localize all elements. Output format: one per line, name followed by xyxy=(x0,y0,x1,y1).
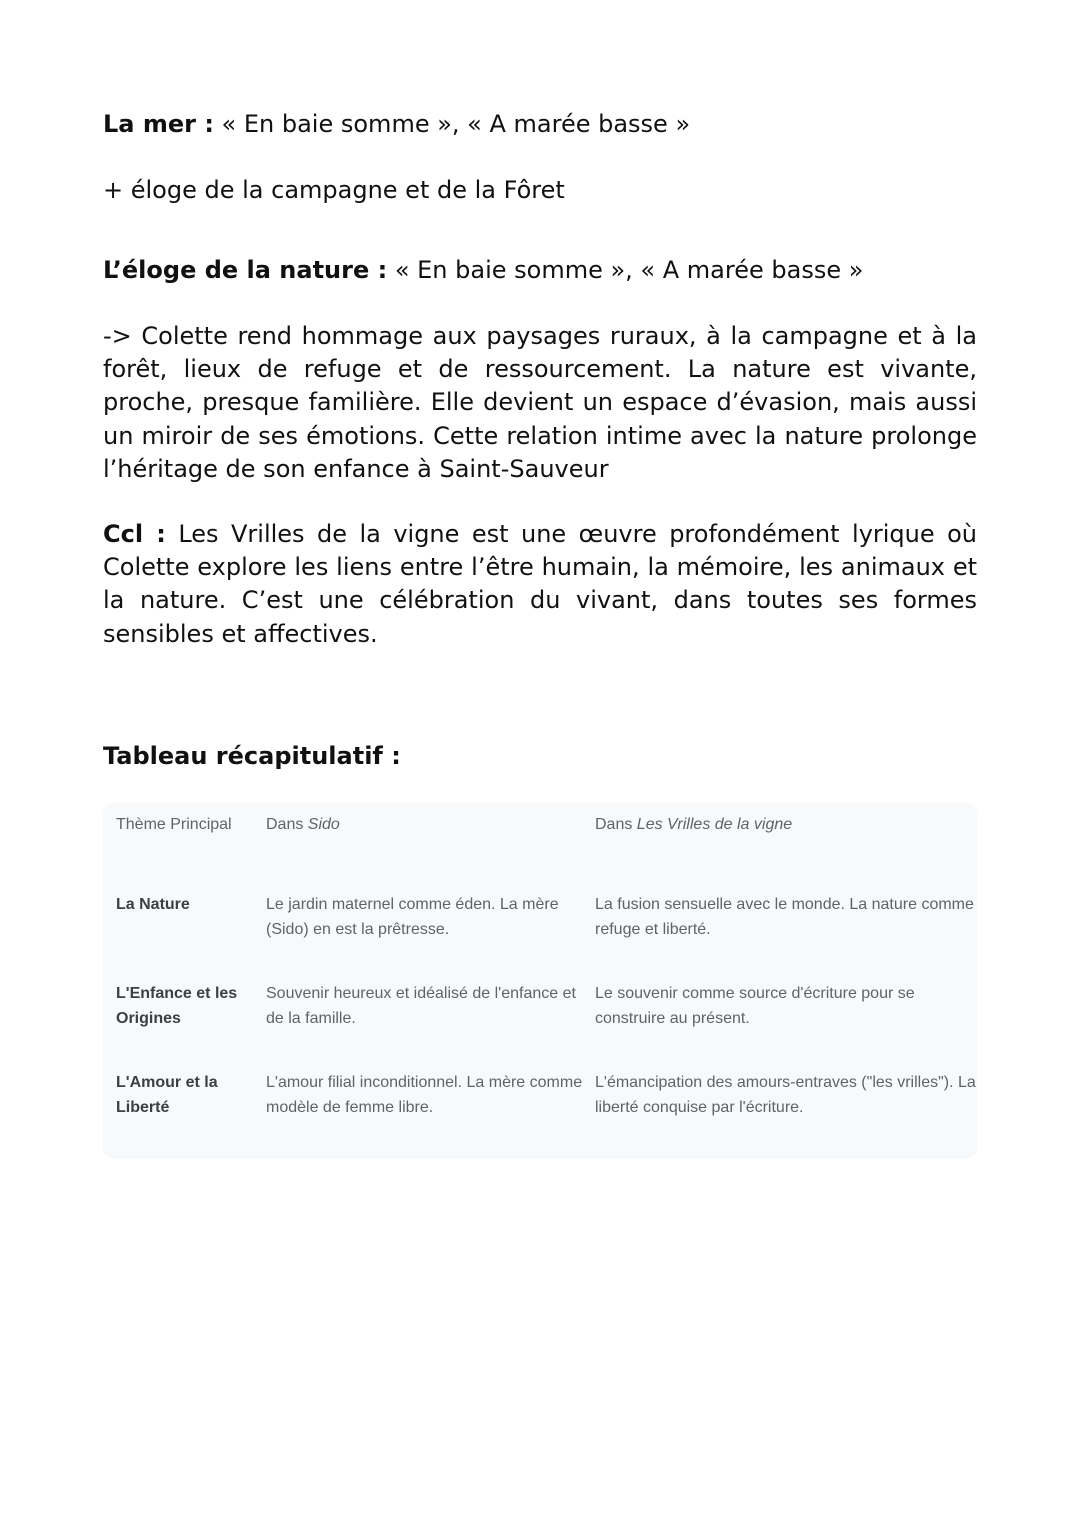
row-vrilles-cell: Le souvenir comme source d'écriture pour se construire au présent. xyxy=(595,985,915,1027)
table-title: Tableau récapitulatif : xyxy=(103,742,401,770)
conclusion-text: Les Vrilles de la vigne est une œuvre profondément lyrique où Colette explore les liens entre l’être humain, la mémoire, les animaux et la nature. C’est une célébration du vivant, dans toutes ses formes sensibles et affectives. xyxy=(103,520,977,648)
conclusion-label: Ccl : xyxy=(103,520,166,548)
row-theme-cell: La Nature xyxy=(116,896,190,913)
row-vrilles-cell: L'émancipation des amours-entraves ("les vrilles"). La liberté conquise par l'écriture. xyxy=(595,1074,976,1116)
eloge-campagne-line: + éloge de la campagne et de la Fôret xyxy=(103,176,565,204)
table-row xyxy=(103,892,977,981)
row-theme-cell: L'Enfance et les Origines xyxy=(116,985,238,1027)
row-sido-cell: Le jardin maternel comme éden. La mère (Sido) en est la prêtresse. xyxy=(266,896,559,938)
header-vrilles-prefix: Dans xyxy=(595,816,637,833)
header-vrilles xyxy=(595,803,977,892)
header-theme-label: Thème Principal xyxy=(116,816,232,833)
row-sido-cell: Souvenir heureux et idéalisé de l'enfance et de la famille. xyxy=(266,985,576,1027)
la-mer-label: La mer : xyxy=(103,110,214,138)
eloge-nature-line xyxy=(103,254,863,287)
summary-table xyxy=(103,803,977,1159)
row-sido-cell: L'amour filial inconditionnel. La mère comme modèle de femme libre. xyxy=(266,1074,583,1116)
table-row xyxy=(103,981,977,1070)
row-theme-cell: L'Amour et la Liberté xyxy=(116,1074,218,1116)
eloge-nature-text: « En baie somme », « A marée basse » xyxy=(387,256,864,284)
header-vrilles-title: Les Vrilles de la vigne xyxy=(636,816,793,833)
header-sido-prefix: Dans xyxy=(266,816,308,833)
header-sido-title: Sido xyxy=(307,816,340,833)
row-vrilles-cell: La fusion sensuelle avec le monde. La nature comme refuge et liberté. xyxy=(595,896,974,938)
header-theme xyxy=(103,803,266,892)
conclusion-paragraph xyxy=(103,518,977,651)
header-sido xyxy=(266,803,595,892)
eloge-nature-label: L’éloge de la nature : xyxy=(103,256,388,284)
colette-paragraph: -> Colette rend hommage aux paysages ruraux, à la campagne et à la forêt, lieux de refuge et de ressourcement. La nature est vivante, proche, presque familière. Elle devient un espace d’évasion, mais aussi un miroir de ses émotions. Cette relation intime avec la nature prolonge l’héritage de son enfance à Saint-Sauveur xyxy=(103,322,977,483)
table-header-row xyxy=(103,803,977,892)
summary-table-container xyxy=(103,803,977,1159)
table-row xyxy=(103,1070,977,1159)
la-mer-line xyxy=(103,108,690,141)
la-mer-text: « En baie somme », « A marée basse » xyxy=(213,110,691,138)
